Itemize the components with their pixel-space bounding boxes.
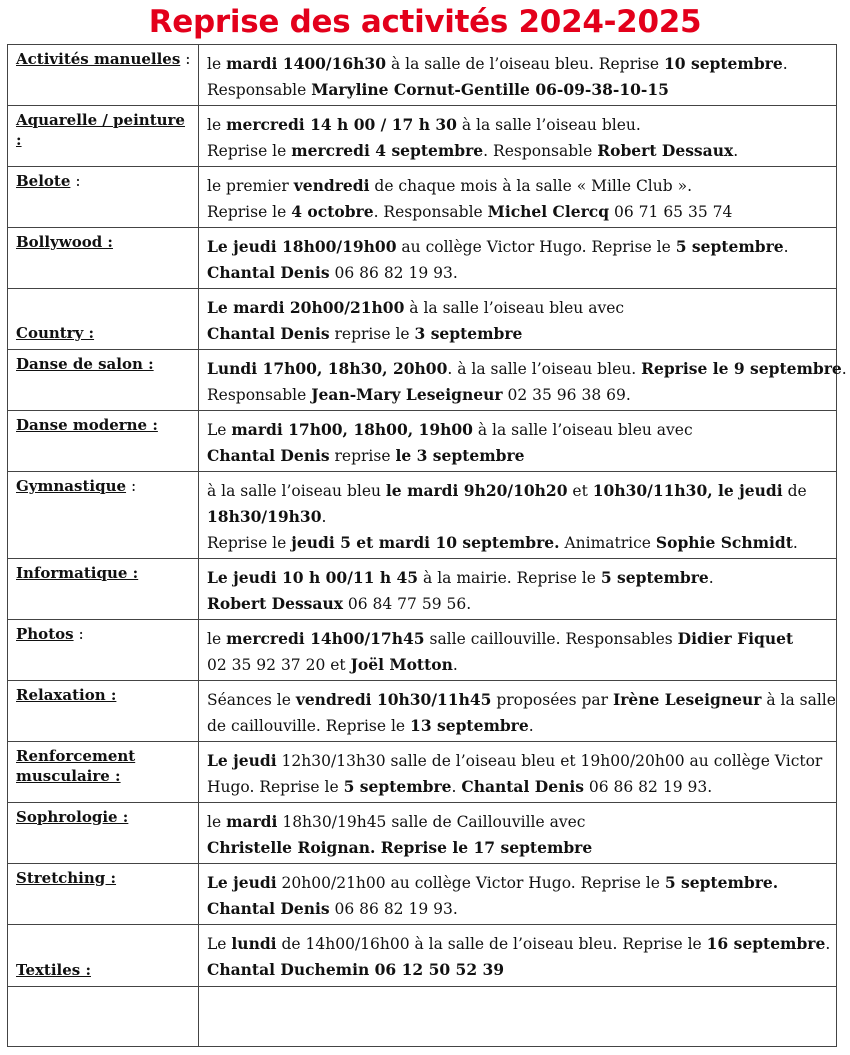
details-bold-text: lundi — [231, 934, 277, 953]
details-text: le — [207, 630, 227, 648]
activity-name-suffix: : — [180, 50, 191, 68]
activity-details-cell — [199, 987, 837, 1047]
details-text: 06 86 82 19 93. — [583, 778, 713, 796]
details-bold-text: mardi — [226, 812, 278, 831]
activity-name-cell — [8, 864, 199, 925]
details-line — [207, 870, 830, 896]
table-row-aquarelle-peinture — [8, 106, 837, 167]
details-text: le premier — [207, 177, 294, 195]
activity-details-cell — [199, 411, 837, 472]
table-row-bollywood — [8, 228, 837, 289]
table-row-stretching — [8, 864, 837, 925]
details-line — [207, 835, 830, 861]
activity-name: Aquarelle / peinture : — [16, 111, 185, 149]
details-text: . — [841, 360, 847, 378]
details-text: salle caillouville. Responsables — [424, 630, 678, 648]
table-row-danse-de-salon — [8, 350, 837, 411]
activity-name: Belote — [16, 172, 71, 190]
details-text: Séances le — [207, 691, 296, 709]
details-text: . — [452, 656, 458, 674]
table-row-country — [8, 289, 837, 350]
details-line — [207, 112, 830, 138]
table-row-textiles — [8, 925, 837, 987]
details-bold-text: vendredi 10h30/11h45 — [295, 690, 492, 709]
details-bold-text: 5 septembre — [343, 777, 452, 796]
table-row-activites-manuelles — [8, 45, 837, 106]
activity-details-cell — [199, 472, 837, 559]
details-text: . Responsable — [483, 142, 598, 160]
table-row-sophrologie — [8, 803, 837, 864]
details-bold-text: Sophie Schmidt — [655, 533, 793, 552]
details-text: de chaque mois à la salle « Mille Club ». — [369, 177, 693, 195]
details-line — [207, 809, 830, 835]
details-bold-text: jeudi 5 et mardi 10 septembre. — [291, 533, 560, 552]
activity-name-cell — [8, 289, 199, 350]
activity-details-cell — [199, 681, 837, 742]
details-bold-text: vendredi — [293, 176, 370, 195]
details-bold-text: Le jeudi — [207, 873, 277, 892]
details-text: le — [207, 116, 227, 134]
details-bold-text: Chantal Denis — [207, 899, 330, 918]
details-text: . — [733, 142, 739, 160]
details-text: à la salle l’oiseau bleu avec — [404, 299, 625, 317]
details-text: Animatrice — [559, 534, 656, 552]
details-text: à la salle de l’oiseau bleu. Reprise — [386, 55, 664, 73]
details-text: à la salle l’oiseau bleu. — [456, 116, 641, 134]
details-text: à la salle — [761, 691, 836, 709]
activity-name-cell — [8, 620, 199, 681]
details-text: Reprise le — [207, 203, 292, 221]
details-bold-text: 5 septembre — [600, 568, 709, 587]
details-text: Reprise le — [207, 534, 292, 552]
details-text: . — [792, 534, 798, 552]
details-bold-text: Maryline Cornut-Gentille 06-09-38-10-15 — [311, 80, 669, 99]
details-bold-text: 5 septembre. — [664, 873, 779, 892]
table-row-photos — [8, 620, 837, 681]
details-bold-text: Christelle Roignan. Reprise le 17 septembre — [207, 838, 593, 857]
details-text: proposées par — [491, 691, 613, 709]
details-bold-text: Le jeudi 10 h 00/11 h 45 — [207, 568, 419, 587]
details-text: 18h30/19h45 salle de Caillouville avec — [277, 813, 586, 831]
details-line — [207, 504, 830, 530]
activity-details-cell — [199, 864, 837, 925]
activity-name-cell — [8, 681, 199, 742]
activity-name-suffix: : — [73, 625, 84, 643]
activity-name-cell — [8, 559, 199, 620]
details-line — [207, 443, 830, 469]
details-text: et — [567, 482, 593, 500]
details-bold-text: 5 septembre — [675, 237, 784, 256]
details-line — [207, 565, 830, 591]
details-text: . — [825, 935, 831, 953]
details-text: le — [207, 813, 227, 831]
details-bold-text: Robert Dessaux — [597, 141, 734, 160]
details-line — [207, 321, 830, 347]
table-row-danse-moderne — [8, 411, 837, 472]
details-line — [207, 138, 830, 164]
table-row-informatique — [8, 559, 837, 620]
details-bold-text: Le jeudi 18h00/19h00 — [207, 237, 397, 256]
details-text: 02 35 96 38 69. — [502, 386, 631, 404]
details-text: . — [783, 238, 789, 256]
details-bold-text: mardi 17h00, 18h00, 19h00 — [231, 420, 473, 439]
details-text: . Responsable — [373, 203, 488, 221]
activity-name: Photos — [16, 625, 74, 643]
details-line — [207, 591, 830, 617]
details-line — [207, 626, 830, 652]
details-line — [207, 687, 836, 713]
page-title: Reprise des activités 2024-2025 — [148, 4, 702, 40]
details-bold-text: Lundi 17h00, 18h30, 20h00 — [207, 359, 448, 378]
details-line — [207, 530, 830, 556]
activity-details-cell — [199, 803, 837, 864]
activity-name: Gymnastique — [16, 477, 127, 495]
details-line — [207, 51, 830, 77]
details-line — [207, 382, 830, 408]
details-bold-text: Reprise le 9 septembre — [641, 359, 842, 378]
activity-name-cell — [8, 350, 199, 411]
details-bold-text: Chantal Denis — [461, 777, 584, 796]
details-bold-text: mercredi 14h00/17h45 — [226, 629, 425, 648]
details-line — [207, 173, 830, 199]
details-bold-text: le mardi 9h20/10h20 — [385, 481, 568, 500]
details-bold-text: Jean-Mary Leseigneur — [311, 385, 503, 404]
details-text: . — [708, 569, 714, 587]
details-line — [207, 957, 830, 983]
details-bold-text: Joël Motton — [350, 655, 453, 674]
activity-name-cell — [8, 106, 199, 167]
activity-name-cell — [8, 987, 199, 1047]
details-text: Responsable — [207, 386, 312, 404]
activity-details-cell — [199, 167, 837, 228]
details-text: 20h00/21h00 au collège Victor Hugo. Reprise le — [276, 874, 665, 892]
activity-details-cell — [199, 559, 837, 620]
activity-name: Informatique : — [16, 564, 139, 582]
details-text: . — [451, 778, 462, 796]
details-text: 06 71 65 35 74 — [609, 203, 733, 221]
details-bold-text: 10h30/11h30, le jeudi — [592, 481, 783, 500]
activity-details-cell — [199, 620, 837, 681]
details-line — [207, 260, 830, 286]
activity-name: Danse de salon : — [16, 355, 154, 373]
activity-name: Activités manuelles — [16, 50, 181, 68]
activity-name-cell — [8, 803, 199, 864]
details-line — [207, 356, 847, 382]
details-text: Le — [207, 935, 232, 953]
details-text: 06 86 82 19 93. — [329, 900, 458, 918]
details-text: à la mairie. Reprise le — [418, 569, 601, 587]
details-text: 06 84 77 59 56. — [342, 595, 472, 613]
details-line — [207, 234, 830, 260]
details-bold-text: Le mardi 20h00/21h00 — [207, 298, 405, 317]
details-text: Hugo. Reprise le — [207, 778, 344, 796]
details-bold-text: Chantal Denis — [207, 446, 330, 465]
details-line — [207, 748, 830, 774]
details-text: . — [528, 717, 534, 735]
activity-details-cell — [199, 106, 837, 167]
activity-details-cell — [199, 742, 837, 803]
details-text: reprise — [329, 447, 396, 465]
details-line — [207, 478, 830, 504]
details-bold-text: le 3 septembre — [395, 446, 525, 465]
details-bold-text: 3 septembre — [414, 324, 523, 343]
details-bold-text: Michel Clercq — [487, 202, 610, 221]
activity-details-cell — [199, 289, 837, 350]
details-bold-text: 10 septembre — [664, 54, 783, 73]
table-row-empty — [8, 987, 837, 1047]
activity-name: Sophrologie : — [16, 808, 129, 826]
activity-name: Danse moderne : — [16, 416, 158, 434]
activity-name: Bollywood : — [16, 233, 113, 251]
activity-details-cell — [199, 350, 847, 411]
details-text: . à la salle l’oiseau bleu. — [447, 360, 642, 378]
details-text: 12h30/13h30 salle de l’oiseau bleu et 19h00/20h00 au collège Victor — [276, 752, 823, 770]
activity-name-cell — [8, 167, 199, 228]
details-text: de — [782, 482, 807, 500]
details-text: de caillouville. Reprise le — [207, 717, 411, 735]
details-bold-text: mercredi 14 h 00 / 17 h 30 — [226, 115, 457, 134]
activity-name: Textiles : — [16, 961, 91, 979]
details-line — [207, 896, 830, 922]
details-text: Reprise le — [207, 142, 292, 160]
details-bold-text: Irène Leseigneur — [612, 690, 762, 709]
details-line — [207, 199, 830, 225]
activity-details-cell — [199, 45, 837, 106]
activity-name: Renforcement musculaire : — [16, 747, 136, 785]
activity-name-cell — [8, 45, 199, 106]
details-text: reprise le — [329, 325, 415, 343]
activities-table — [7, 44, 847, 1047]
details-line — [207, 77, 830, 103]
activity-name: Relaxation : — [16, 686, 117, 704]
details-bold-text: 16 septembre — [706, 934, 826, 953]
details-text: à la salle l’oiseau bleu avec — [472, 421, 693, 439]
details-bold-text: mardi 1400/16h30 — [226, 54, 387, 73]
details-bold-text: mercredi 4 septembre — [291, 141, 484, 160]
details-text: le — [207, 55, 227, 73]
details-bold-text: 18h30/19h30 — [207, 507, 322, 526]
activity-name-suffix: : — [126, 477, 137, 495]
table-row-gymnastique — [8, 472, 837, 559]
activity-name-cell — [8, 742, 199, 803]
details-bold-text: Chantal Denis — [207, 263, 330, 282]
details-bold-text: Chantal Denis — [207, 324, 330, 343]
details-line — [207, 295, 830, 321]
details-text: 06 86 82 19 93. — [329, 264, 458, 282]
activity-name-cell — [8, 472, 199, 559]
details-bold-text: 13 septembre — [410, 716, 529, 735]
activity-name-cell — [8, 411, 199, 472]
details-bold-text: 4 octobre — [291, 202, 374, 221]
details-line — [207, 931, 830, 957]
activities-table-body — [8, 45, 847, 1047]
table-row-renforcement-musculaire — [8, 742, 837, 803]
details-text: . — [321, 508, 327, 526]
activity-name: Stretching : — [16, 869, 117, 887]
details-line — [207, 774, 830, 800]
details-text: de 14h00/16h00 à la salle de l’oiseau bleu. Reprise le — [276, 935, 707, 953]
activity-name-cell — [8, 925, 199, 987]
activity-details-cell — [199, 228, 837, 289]
details-text: . — [782, 55, 788, 73]
details-bold-text: Didier Fiquet — [677, 629, 794, 648]
activity-details-cell — [199, 925, 837, 987]
details-text: à la salle l’oiseau bleu — [207, 482, 386, 500]
details-text: Le — [207, 421, 232, 439]
details-line — [207, 417, 830, 443]
details-text: au collège Victor Hugo. Reprise le — [396, 238, 676, 256]
activity-name-suffix: : — [70, 172, 81, 190]
details-text: 02 35 92 37 20 et — [207, 656, 351, 674]
table-row-relaxation — [8, 681, 837, 742]
details-bold-text: Chantal Duchemin 06 12 50 52 39 — [207, 960, 505, 979]
details-text: Responsable — [207, 81, 312, 99]
activity-name: Country : — [16, 324, 95, 342]
details-line — [207, 713, 830, 739]
details-line — [207, 652, 830, 678]
table-row-belote — [8, 167, 837, 228]
details-bold-text: Robert Dessaux — [207, 594, 343, 613]
details-bold-text: Le jeudi — [207, 751, 277, 770]
activity-name-cell — [8, 228, 199, 289]
